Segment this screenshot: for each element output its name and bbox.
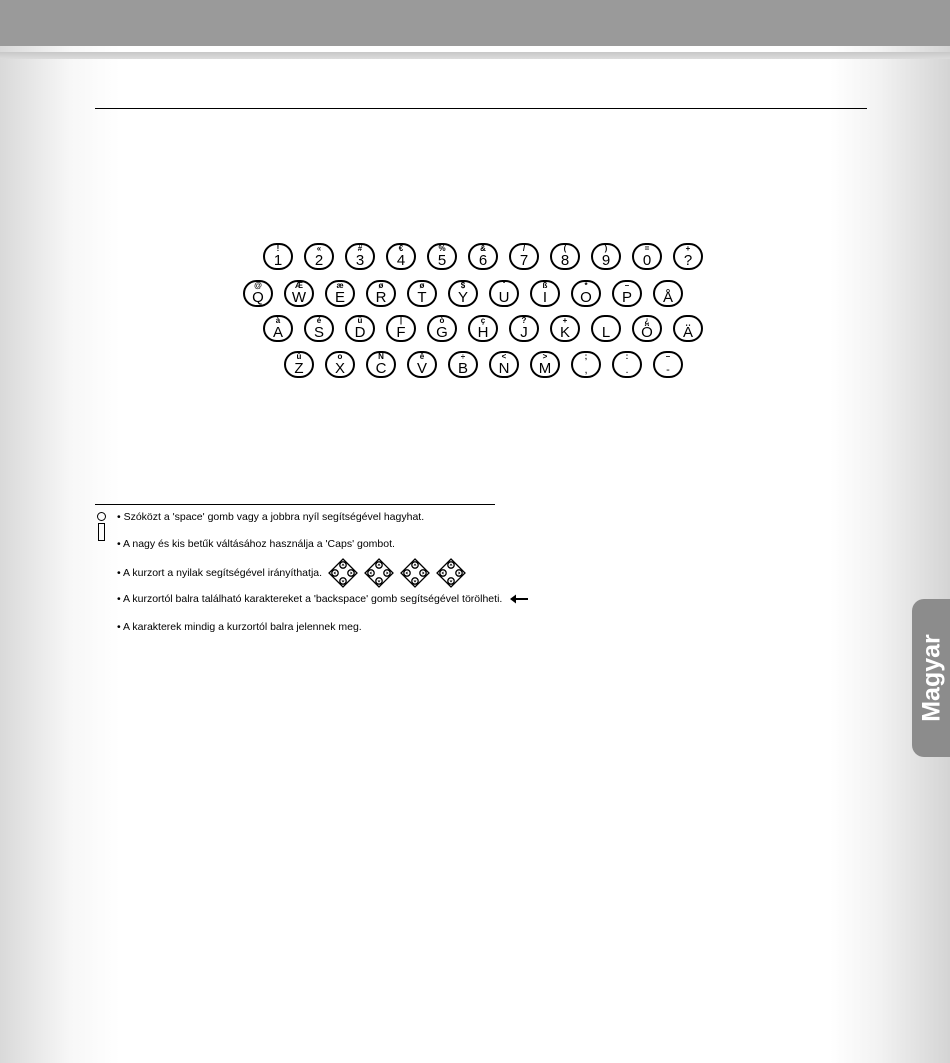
key-character: ,	[584, 364, 588, 376]
note-backspace-text: • A kurzortól balra található karaktereket a 'backspace' gomb segítségével törölheti.	[117, 593, 503, 605]
key-2	[304, 243, 334, 270]
key-symbol: |	[399, 316, 403, 325]
key-character: P	[621, 289, 632, 306]
key-character: 4	[396, 252, 406, 269]
key-symbol: *	[584, 281, 588, 290]
note-cursor-position: • A karakterek mindig a kurzortól balra jelennek meg.	[117, 621, 362, 633]
key-character: Å	[662, 289, 673, 306]
key-symbol: à	[275, 316, 281, 325]
key-K	[550, 315, 580, 342]
key-symbol: (	[563, 244, 567, 253]
key-symbol: ø	[378, 281, 384, 290]
note-cursor	[117, 558, 466, 588]
key-symbol: –	[624, 281, 630, 290]
key-character: J	[520, 324, 528, 341]
key-character: L	[601, 324, 611, 341]
key-Q	[243, 280, 273, 307]
key-J	[509, 315, 539, 342]
key-character: H	[477, 324, 489, 341]
header-underline	[0, 52, 950, 59]
key-Y	[448, 280, 478, 307]
key-character: U	[498, 289, 510, 306]
language-tab	[912, 599, 950, 757]
key-symbol: ?	[521, 316, 527, 325]
key-A	[263, 315, 293, 342]
key-symbol: o	[337, 352, 343, 361]
key-symbol: ø	[419, 281, 425, 290]
key-character: X	[334, 360, 345, 377]
key-symbol: =	[644, 244, 650, 253]
key-V	[407, 351, 437, 378]
key-symbol: &	[480, 244, 486, 253]
key-P	[612, 280, 642, 307]
key-character: 1	[273, 252, 283, 269]
keyboard-row	[263, 243, 714, 270]
key-symbol: +	[685, 244, 691, 253]
key-5	[427, 243, 457, 270]
key-8	[550, 243, 580, 270]
key-character: V	[416, 360, 427, 377]
key-6	[468, 243, 498, 270]
key-symbol: @	[254, 281, 262, 290]
key-D	[345, 315, 375, 342]
key-N	[489, 351, 519, 378]
key-3	[345, 243, 375, 270]
key-character: B	[457, 360, 468, 377]
key-L	[591, 315, 621, 342]
section-divider	[95, 108, 867, 109]
key-character: O	[580, 289, 592, 306]
key-X	[325, 351, 355, 378]
key-symbol: %	[438, 244, 446, 253]
keyboard-row	[243, 280, 694, 307]
key-character: C	[375, 360, 387, 377]
key-symbol: ;	[584, 352, 588, 361]
key-T	[407, 280, 437, 307]
key-symbol: !	[276, 244, 280, 253]
key-9	[591, 243, 621, 270]
key-character: Z	[294, 360, 304, 377]
key-S	[304, 315, 334, 342]
key-G	[427, 315, 457, 342]
left-arrow-icon	[510, 594, 528, 604]
key-0	[632, 243, 662, 270]
key-character: T	[417, 289, 427, 306]
key-Z	[284, 351, 314, 378]
key-character: 8	[560, 252, 570, 269]
key-character: Q	[252, 289, 264, 306]
key-character: K	[559, 324, 570, 341]
key-symbol: ß	[542, 281, 548, 290]
note-backspace	[117, 593, 528, 605]
key-?	[673, 243, 703, 270]
key-Ä	[673, 315, 703, 342]
key-Ö	[632, 315, 662, 342]
key-character: R	[375, 289, 387, 306]
key-,	[571, 351, 601, 378]
key-Å	[653, 280, 683, 307]
key-symbol: €	[398, 244, 404, 253]
key-character: D	[354, 324, 366, 341]
key-character: 6	[478, 252, 488, 269]
key-character: Y	[457, 289, 468, 306]
top-header-bar	[0, 0, 950, 46]
key--	[653, 351, 683, 378]
key-character: 3	[355, 252, 365, 269]
note-cursor-text: • A kurzort a nyilak segítségével irányíthatja.	[117, 567, 323, 579]
key-character: 2	[314, 252, 324, 269]
key-M	[530, 351, 560, 378]
key-character: Ö	[641, 324, 653, 341]
key-symbol: <	[501, 352, 507, 361]
key-C	[366, 351, 396, 378]
key-character: G	[436, 324, 448, 341]
key-symbol: é	[316, 316, 322, 325]
key-character: 9	[601, 252, 611, 269]
key-symbol: Æ	[295, 281, 303, 290]
key-R	[366, 280, 396, 307]
key-character: I	[542, 289, 548, 306]
key-symbol: :	[625, 352, 629, 361]
key-W	[284, 280, 314, 307]
key-symbol: Ñ	[378, 352, 384, 361]
dpad-icon	[400, 558, 430, 588]
key-character: 7	[519, 252, 529, 269]
key-character: A	[272, 324, 283, 341]
key-symbol: )	[604, 244, 608, 253]
key-symbol: ÷	[460, 352, 466, 361]
key-symbol: #	[357, 244, 363, 253]
language-tab-label: Magyar	[917, 634, 946, 722]
dpad-icon	[364, 558, 394, 588]
keyboard-row	[284, 351, 694, 378]
key-I	[530, 280, 560, 307]
key-character: Ä	[682, 324, 693, 341]
key-symbol: ç	[480, 316, 486, 325]
key-symbol: «	[316, 244, 322, 253]
key-symbol: ê	[419, 352, 425, 361]
key-character: F	[396, 324, 406, 341]
key-H	[468, 315, 498, 342]
key-character: -	[666, 364, 670, 376]
key-E	[325, 280, 355, 307]
key-symbol: +	[562, 316, 568, 325]
keyboard-row	[263, 315, 714, 342]
key-symbol: $	[460, 281, 466, 290]
key-7	[509, 243, 539, 270]
key-character: N	[498, 360, 510, 377]
key-symbol: ü	[357, 316, 363, 325]
key-character: 5	[437, 252, 447, 269]
key-symbol: æ	[336, 281, 344, 290]
info-icon	[97, 512, 107, 542]
key-1	[263, 243, 293, 270]
key-symbol: ò	[439, 316, 445, 325]
info-divider	[95, 504, 495, 505]
key-.	[612, 351, 642, 378]
key-character: .	[625, 364, 629, 376]
note-caps: • A nagy és kis betűk váltásához használja a 'Caps' gombot.	[117, 538, 395, 550]
dpad-icon	[436, 558, 466, 588]
key-4	[386, 243, 416, 270]
key-U	[489, 280, 519, 307]
key-character: E	[334, 289, 345, 306]
dpad-icon	[328, 558, 358, 588]
key-character: M	[538, 360, 552, 377]
key-O	[571, 280, 601, 307]
key-character: S	[313, 324, 324, 341]
key-character: 0	[642, 252, 652, 269]
key-symbol: >	[542, 352, 548, 361]
key-symbol: –	[665, 352, 671, 361]
key-symbol: /	[522, 244, 526, 253]
key-symbol: ˇ	[502, 281, 506, 290]
key-symbol: ¿	[644, 316, 650, 325]
note-space: • Szóközt a 'space' gomb vagy a jobbra nyíl segítségével hagyhat.	[117, 511, 425, 523]
key-character: ?	[683, 252, 693, 269]
key-B	[448, 351, 478, 378]
key-F	[386, 315, 416, 342]
key-symbol: û	[296, 352, 302, 361]
key-character: W	[291, 289, 307, 306]
